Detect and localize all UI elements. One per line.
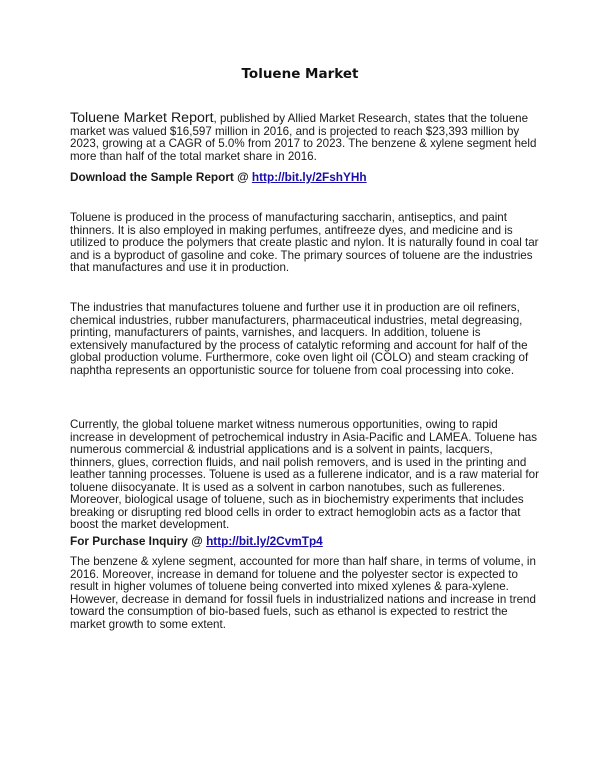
paragraph-production	[70, 212, 540, 275]
intro-text: , published by Allied Market Research, states that the toluene market was valued $16,597 million in 2016, and is projected to reach $23,393 million by 2023, growing at a CAGR of 5.0% from 2017 to 2023. The benzene & xylene segment held more than half of the total market share in 2016.	[70, 112, 537, 163]
download-label: Download the Sample Report @	[70, 170, 252, 184]
paragraph-text: The benzene & xylene segment, accounted for more than half share, in terms of volume, in 2016. Moreover, increase in demand for toluene and the polyester sector is expected to result in higher volumes of toluene being converted into mixed xylenes & para-xylene. However, decrease in demand for fossil fuels in industrialized nations and increase in trend toward the consumption of bio-based fuels, such as ethanol is expected to restrict the market growth to some extent.	[70, 555, 536, 631]
paragraph-segment	[70, 556, 540, 631]
page-title: Toluene Market	[241, 66, 359, 82]
download-sample-link[interactable]: http://bit.ly/2FshYHh	[251, 170, 367, 184]
report-name: Toluene Market Report	[70, 110, 214, 126]
purchase-inquiry-link[interactable]: http://bit.ly/2CvmTp4	[206, 534, 323, 548]
paragraph-text: Currently, the global toluene market witness numerous opportunities, owing to rapid increase in development of petrochemical industry in Asia-Pacific and LAMEA. Toluene has numerous commercial & industrial applications and is a solvent in paints, lacquers, thinners, glues, correction fluids, and nail polish removers, and is used in the printing and leather tanning processes. Toluene is used as a fullerene indicator, and is a raw material for toluene diisocyanate. It is used as a solvent in carbon nanotubes, such as fullerenes. Moreover, biological usage of toluene, such as in biochemistry experiments that includes breaking or disrupting red blood cells in order to extract hemoglobin acts as a factor that boost the market development.	[70, 418, 539, 531]
purchase-inquiry-line	[70, 535, 540, 548]
download-sample-line	[70, 171, 540, 184]
purchase-label: For Purchase Inquiry @	[70, 534, 207, 548]
paragraph-opportunities	[70, 419, 540, 532]
paragraph-industries	[70, 302, 540, 377]
paragraph-text: The industries that manufactures toluene and further use it in production are oil refiners, chemical industries, rubber manufacturers, pharmaceutical industries, metal degreasing, printing, manufacturers of paints, varnishes, and lacquers. In addition, toluene is extensively manufactured by the process of catalytic reforming and account for half of the global production volume. Furthermore, coke oven light oil (COLO) and steam cracking of naphtha represents an opportunistic source for toluene from coal processing into coke.	[70, 301, 529, 377]
paragraph-text: Toluene is produced in the process of manufacturing saccharin, antiseptics, and paint thinners. It is also employed in making perfumes, antifreeze dyes, and medicine and is utilized to produce the polymers that create plastic and nylon. It is naturally found in coal tar and is a byproduct of gasoline and coke. The primary sources of toluene are the industries that manufactures and use it in production.	[70, 211, 539, 274]
intro-paragraph	[70, 112, 540, 163]
